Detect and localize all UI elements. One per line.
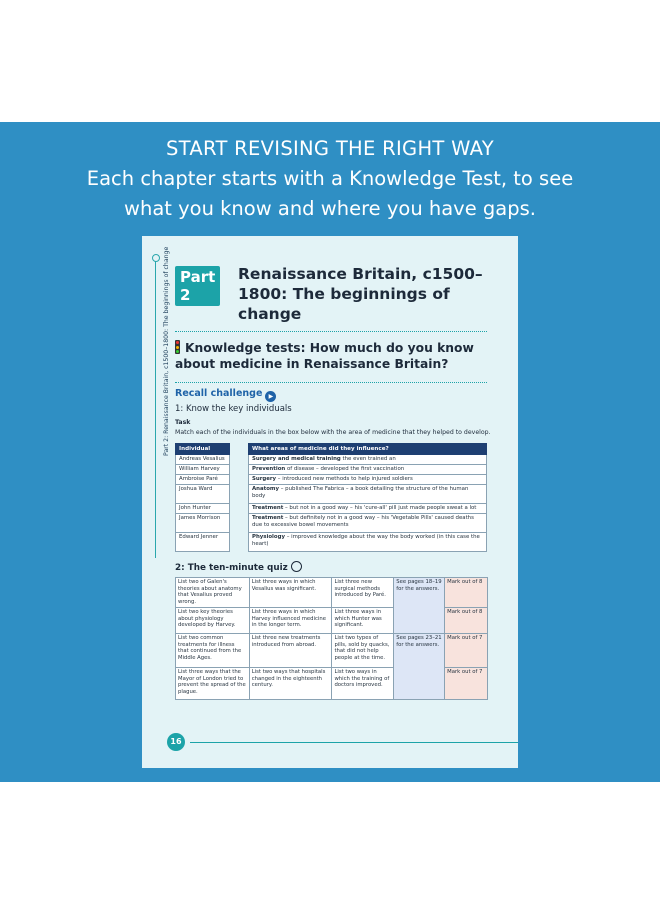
area-term: Physiology [252, 534, 285, 540]
headline-title: START REVISING THE RIGHT WAY [166, 137, 494, 160]
area-text: – but not in a good way – his 'cure-all' pill just made people sweat a lot [283, 505, 477, 511]
headline-line-3: what you know and where you have gaps. [124, 197, 536, 220]
stopwatch-icon [291, 561, 302, 572]
see-pages-cell: See pages 18–19 for the answers. [394, 578, 445, 634]
part-badge: Part 2 [175, 266, 220, 306]
headline [0, 134, 660, 224]
area-text: the even trained an [340, 456, 396, 462]
area-text: – improved knowledge about the way the body worked (in this case the heart) [252, 534, 480, 547]
headline-line-2: Each chapter starts with a Knowledge Test, to see [86, 167, 574, 190]
side-dot-icon [152, 254, 160, 262]
individuals-table [175, 443, 230, 552]
quiz-cell: List three ways that the Mayor of London tried to prevent the spread of the plague. [176, 668, 250, 700]
mark-cell: Mark out of 7 [445, 634, 488, 668]
individual-cell: Edward Jenner [176, 533, 230, 552]
area-cell [249, 455, 487, 465]
area-cell [249, 465, 487, 475]
part-title: Renaissance Britain, c1500–1800: The beginnings of change [238, 265, 483, 323]
divider-middle [175, 382, 487, 383]
quiz-cell: List three new surgical methods introduced by Paré. [332, 578, 394, 608]
area-text: – introduced new methods to help injured soldiers [276, 476, 413, 482]
individual-cell: Ambroise Paré [176, 475, 230, 485]
knowledge-test-title: Knowledge tests: How much do you know about medicine in Renaissance Britain? [175, 341, 474, 371]
page-footer-rule [190, 742, 518, 743]
individual-cell: John Hunter [176, 504, 230, 514]
areas-table [248, 443, 487, 552]
area-text: of disease – developed the first vaccination [285, 466, 405, 472]
area-term: Surgery and medical training [252, 456, 341, 462]
area-cell [249, 504, 487, 514]
quiz-cell: List three ways in which Harvey influenced medicine in the longer term. [249, 608, 332, 634]
area-cell [249, 514, 487, 533]
mark-cell: Mark out of 8 [445, 578, 488, 608]
quiz-cell: List three ways in which Vesalius was significant. [249, 578, 332, 608]
task-description: Match each of the individuals in the box below with the area of medicine that they helped to develop. [175, 429, 491, 436]
task-label: Task [175, 419, 191, 426]
individual-cell: Joshua Ward [176, 485, 230, 504]
area-text: – published The Fabrica – a book detailing the structure of the human body [252, 486, 469, 499]
divider-top [175, 331, 487, 332]
book-page [142, 236, 518, 768]
quiz-cell: List two types of pills, sold by quacks, that did not help people at the time. [332, 634, 394, 668]
mark-cell: Mark out of 7 [445, 668, 488, 700]
recall-challenge-label: Recall challenge [175, 388, 263, 399]
quiz-cell: List two ways that hospitals changed in the eighteenth century. [249, 668, 332, 700]
area-term: Surgery [252, 476, 277, 482]
quiz-cell: List two of Galen's theories about anatomy that Vesalius proved wrong. [176, 578, 250, 608]
quiz-cell: List three ways in which Hunter was significant. [332, 608, 394, 634]
page-number: 16 [167, 733, 185, 751]
traffic-light-icon [175, 340, 180, 354]
area-term: Treatment [252, 505, 284, 511]
play-arrow-icon: ▶ [265, 391, 276, 402]
knowledge-test-heading [175, 340, 487, 372]
quiz-cell: List two key theories about physiology developed by Harvey. [176, 608, 250, 634]
quiz-table [175, 577, 488, 700]
area-term: Treatment [252, 515, 284, 521]
quiz-heading [175, 561, 302, 573]
area-cell [249, 485, 487, 504]
individual-cell: James Morrison [176, 514, 230, 533]
mark-cell: Mark out of 8 [445, 608, 488, 634]
individual-cell: Andreas Vesalius [176, 455, 230, 465]
side-running-head-text: Part 2: Renaissance Britain, c1500–1800: The beginnings of change [163, 246, 170, 456]
area-cell [249, 533, 487, 552]
area-term: Prevention [252, 466, 286, 472]
side-rule [155, 258, 156, 558]
quiz-cell: List three new treatments introduced from abroad. [249, 634, 332, 668]
quiz-cell: List two common treatments for illness that continued from the Middle Ages. [176, 634, 250, 668]
section-1-heading: 1: Know the key individuals [175, 404, 292, 414]
quiz-cell: List two ways in which the training of doctors improved. [332, 668, 394, 700]
area-term: Anatomy [252, 486, 280, 492]
area-text: – but definitely not in a good way – his 'Vegetable Pills' caused deaths due to excessive bowel movements [252, 515, 474, 528]
areas-header: What areas of medicine did they influence? [249, 444, 487, 455]
area-cell [249, 475, 487, 485]
see-pages-cell: See pages 23–21 for the answers. [394, 634, 445, 700]
recall-challenge-heading [175, 388, 276, 402]
quiz-title: 2: The ten-minute quiz [175, 563, 288, 573]
individual-cell: William Harvey [176, 465, 230, 475]
individuals-header: Individual [176, 444, 230, 455]
